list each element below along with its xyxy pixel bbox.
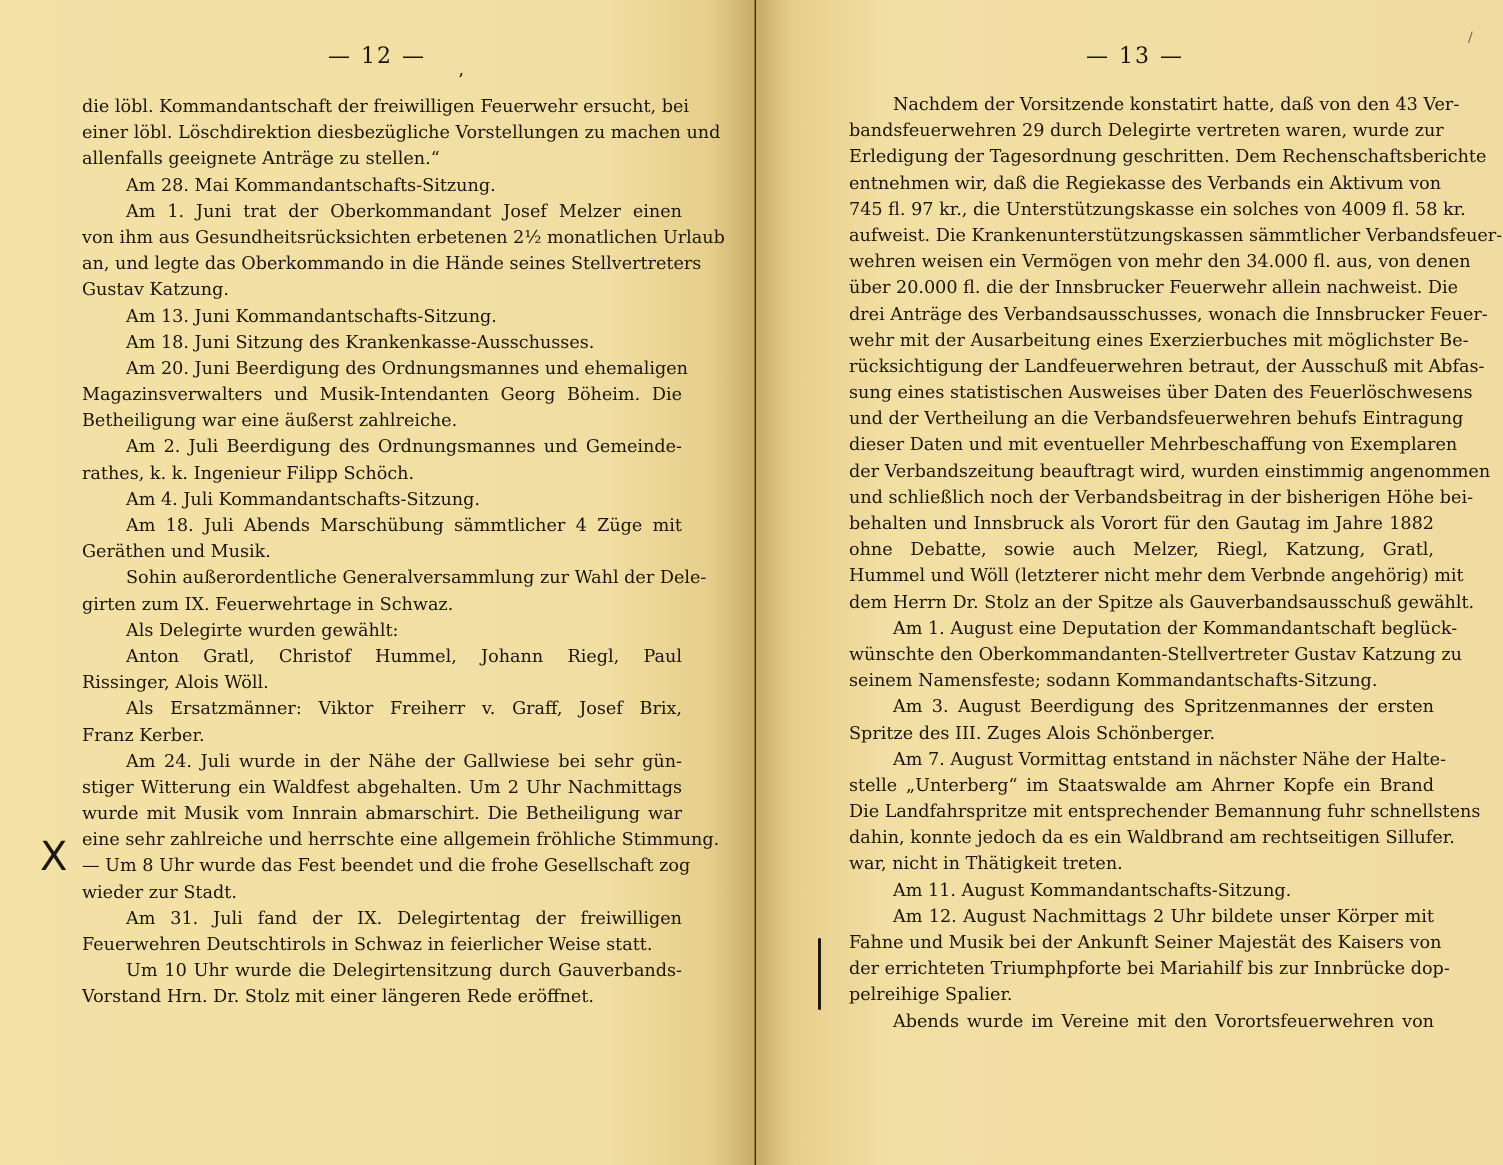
text-line: Magazinsverwalters und Musik-Intendanten Georg Böheim. Die bbox=[82, 385, 682, 406]
text-line: über 20.000 fl. die der Innsbrucker Feuerwehr allein nachweist. Die bbox=[849, 278, 1459, 299]
text-line: Am 11. August Kommandantschafts-Sitzung. bbox=[893, 880, 1292, 901]
text-line: der errichteten Triumphpforte bei Mariahilf bis zur Innbrücke dop- bbox=[849, 959, 1450, 980]
text-line: Am 1. August eine Deputation der Kommandantschaft beglück- bbox=[893, 618, 1458, 639]
text-line: dieser Daten und mit eventueller Mehrbeschaffung von Exemplaren bbox=[849, 435, 1458, 456]
text-line: bandsfeuerwehren 29 durch Delegirte vertreten waren, wurde zur bbox=[849, 121, 1444, 142]
margin-ink-bar bbox=[818, 938, 821, 1010]
text-line: Am 4. Juli Kommandantschafts-Sitzung. bbox=[126, 489, 480, 510]
text-line: entnehmen wir, daß die Regiekasse des Verbands ein Aktivum von bbox=[849, 173, 1442, 194]
text-line: und schließlich noch der Verbandsbeitrag in der bisherigen Höhe bei- bbox=[849, 487, 1474, 508]
text-line: Sohin außerordentliche Generalversammlung zur Wahl der Dele- bbox=[126, 568, 707, 589]
text-line: wünschte den Oberkommandanten-Stellvertreter Gustav Katzung zu bbox=[849, 644, 1462, 665]
text-line: 745 fl. 97 kr., die Unterstützungskasse ein solches von 4009 fl. 58 kr. bbox=[849, 199, 1466, 220]
text-line: Am 31. Juli fand der IX. Delegirtentag der freiwilligen bbox=[126, 908, 682, 929]
text-line: Am 13. Juni Kommandantschafts-Sitzung. bbox=[126, 306, 497, 327]
text-line: dahin, konnte jedoch da es ein Waldbrand am rechtseitigen Sillufer. bbox=[849, 828, 1455, 849]
page-text bbox=[849, 92, 1503, 1035]
text-line: seinem Namensfeste; sodann Kommandantschafts-Sitzung. bbox=[849, 671, 1378, 692]
text-line: Feuerwehren Deutschtirols in Schwaz in feierlicher Weise statt. bbox=[82, 935, 653, 955]
text-line: Am 18. Juli Abends Marschübung sämmtlicher 4 Züge mit bbox=[126, 516, 682, 536]
text-line: Am 20. Juni Beerdigung des Ordnungsmannes und ehemaligen bbox=[126, 358, 688, 379]
text-line: drei Anträge des Verbandsausschusses, wonach die Innsbrucker Feuer- bbox=[849, 304, 1488, 325]
text-line: an, und legte das Oberkommando in die Hände seines Stellvertreters bbox=[82, 254, 702, 275]
text-line: Am 1. Juni trat der Oberkommandant Josef Melzer einen bbox=[126, 201, 682, 222]
text-line: war, nicht in Thätigkeit treten. bbox=[849, 854, 1123, 875]
text-line: Um 10 Uhr wurde die Delegirtensitzung durch Gauverbands- bbox=[126, 961, 682, 982]
right-page bbox=[756, 0, 1503, 1165]
page-number: — 13 — bbox=[1086, 44, 1184, 69]
text-line: Am 2. Juli Beerdigung des Ordnungsmannes und Gemeinde- bbox=[126, 437, 682, 458]
text-line: Am 12. August Nachmittags 2 Uhr bildete unser Körper mit bbox=[893, 906, 1434, 927]
text-line: einer löbl. Löschdirektion diesbezügliche Vorstellungen zu machen und bbox=[82, 123, 721, 144]
text-line: ohne Debatte, sowie auch Melzer, Riegl, Katzung, Gratl, bbox=[849, 540, 1434, 561]
text-line: stiger Witterung ein Waldfest abgehalten. Um 2 Uhr Nachmittags bbox=[82, 777, 682, 798]
text-line: eine sehr zahlreiche und herrschte eine allgemein fröhliche Stimmung. bbox=[82, 830, 720, 851]
text-line: wurde mit Musik vom Innrain abmarschirt. Die Betheiligung war bbox=[82, 804, 682, 825]
text-line: behalten und Innsbruck als Vorort für den Gautag im Jahre 1882 bbox=[849, 514, 1434, 534]
text-line: — Um 8 Uhr wurde das Fest beendet und die frohe Gesellschaft zog bbox=[82, 856, 691, 877]
text-line: allenfalls geeignete Anträge zu stellen.“ bbox=[82, 149, 440, 170]
text-line: stelle „Unterberg“ im Staatswalde am Ahrner Kopfe ein Brand bbox=[849, 775, 1434, 796]
page-text bbox=[82, 94, 725, 1011]
text-line: rathes, k. k. Ingenieur Filipp Schöch. bbox=[82, 463, 415, 484]
text-line: Vorstand Hrn. Dr. Stolz mit einer längeren Rede eröffnet. bbox=[82, 987, 594, 1008]
text-line: Anton Gratl, Christof Hummel, Johann Riegl, Paul bbox=[126, 646, 682, 667]
text-line: der Verbandszeitung beauftragt wird, wurden einstimmig angenommen bbox=[849, 461, 1491, 482]
text-line: wehren weisen ein Vermögen von mehr den 34.000 fl. aus, von denen bbox=[849, 252, 1471, 273]
text-line: aufweist. Die Krankenunterstützungskassen sämmtlicher Verbandsfeuer- bbox=[849, 225, 1503, 246]
text-line: Rissinger, Alois Wöll. bbox=[82, 673, 269, 694]
text-line: Am 28. Mai Kommandantschafts-Sitzung. bbox=[126, 175, 496, 196]
text-line: sung eines statistischen Ausweises über Daten des Feuerlöschwesens bbox=[849, 383, 1473, 404]
text-line: Als Delegirte wurden gewählt: bbox=[126, 620, 399, 641]
pencil-mark: / bbox=[1468, 30, 1473, 46]
text-line: Am 24. Juli wurde in der Nähe der Gallwiese bei sehr gün- bbox=[126, 751, 682, 772]
text-line: Am 7. August Vormittag entstand in nächster Nähe der Halte- bbox=[893, 749, 1447, 770]
page-number: — 12 — bbox=[328, 44, 426, 69]
text-line: Franz Kerber. bbox=[82, 725, 205, 746]
ink-tick-mark: ’ bbox=[458, 70, 464, 91]
text-line: Fahne und Musik bei der Ankunft Seiner Majestät des Kaisers von bbox=[849, 933, 1442, 953]
text-line: rücksichtigung der Landfeuerwehren betraut, der Ausschuß mit Abfas- bbox=[849, 356, 1485, 377]
text-line: Spritze des III. Zuges Alois Schönberger. bbox=[849, 723, 1216, 744]
text-line: Gustav Katzung. bbox=[82, 280, 229, 301]
text-line: dem Herrn Dr. Stolz an der Spitze als Gauverbandsausschuß gewählt. bbox=[849, 592, 1475, 613]
text-line: Abends wurde im Vereine mit den Vorortsfeuerwehren von bbox=[893, 1011, 1434, 1032]
text-line: die löbl. Kommandantschaft der freiwilligen Feuerwehr ersucht, bei bbox=[82, 97, 690, 117]
text-line: Betheiligung war eine äußerst zahlreiche. bbox=[82, 411, 458, 432]
margin-x-mark: X bbox=[40, 834, 68, 880]
text-line: Nachdem der Vorsitzende konstatirt hatte, daß von den 43 Ver- bbox=[893, 95, 1460, 115]
text-line: wieder zur Stadt. bbox=[82, 882, 237, 903]
text-line: pelreihige Spalier. bbox=[849, 985, 1013, 1006]
text-line: Am 3. August Beerdigung des Spritzenmannes der ersten bbox=[893, 697, 1434, 718]
text-line: Erledigung der Tagesordnung geschritten. Dem Rechenschaftsberichte bbox=[849, 147, 1487, 168]
text-line: Als Ersatzmänner: Viktor Freiherr v. Graff, Josef Brix, bbox=[126, 699, 682, 720]
text-line: wehr mit der Ausarbeitung eines Exerzierbuches mit möglichster Be- bbox=[849, 330, 1469, 351]
text-line: und der Vertheilung an die Verbandsfeuerwehren behufs Eintragung bbox=[849, 409, 1464, 430]
text-line: Geräthen und Musik. bbox=[82, 542, 271, 563]
text-line: Hummel und Wöll (letzterer nicht mehr dem Verbnde angehörig) mit bbox=[849, 566, 1464, 587]
text-line: Am 18. Juni Sitzung des Krankenkasse-Ausschusses. bbox=[126, 332, 595, 353]
text-line: girten zum IX. Feuerwehrtage in Schwaz. bbox=[82, 594, 454, 615]
text-line: Die Landfahrspritze mit entsprechender Bemannung fuhr schnellstens bbox=[849, 802, 1481, 823]
text-line: von ihm aus Gesundheitsrücksichten erbetenen 2½ monatlichen Urlaub bbox=[82, 227, 725, 248]
